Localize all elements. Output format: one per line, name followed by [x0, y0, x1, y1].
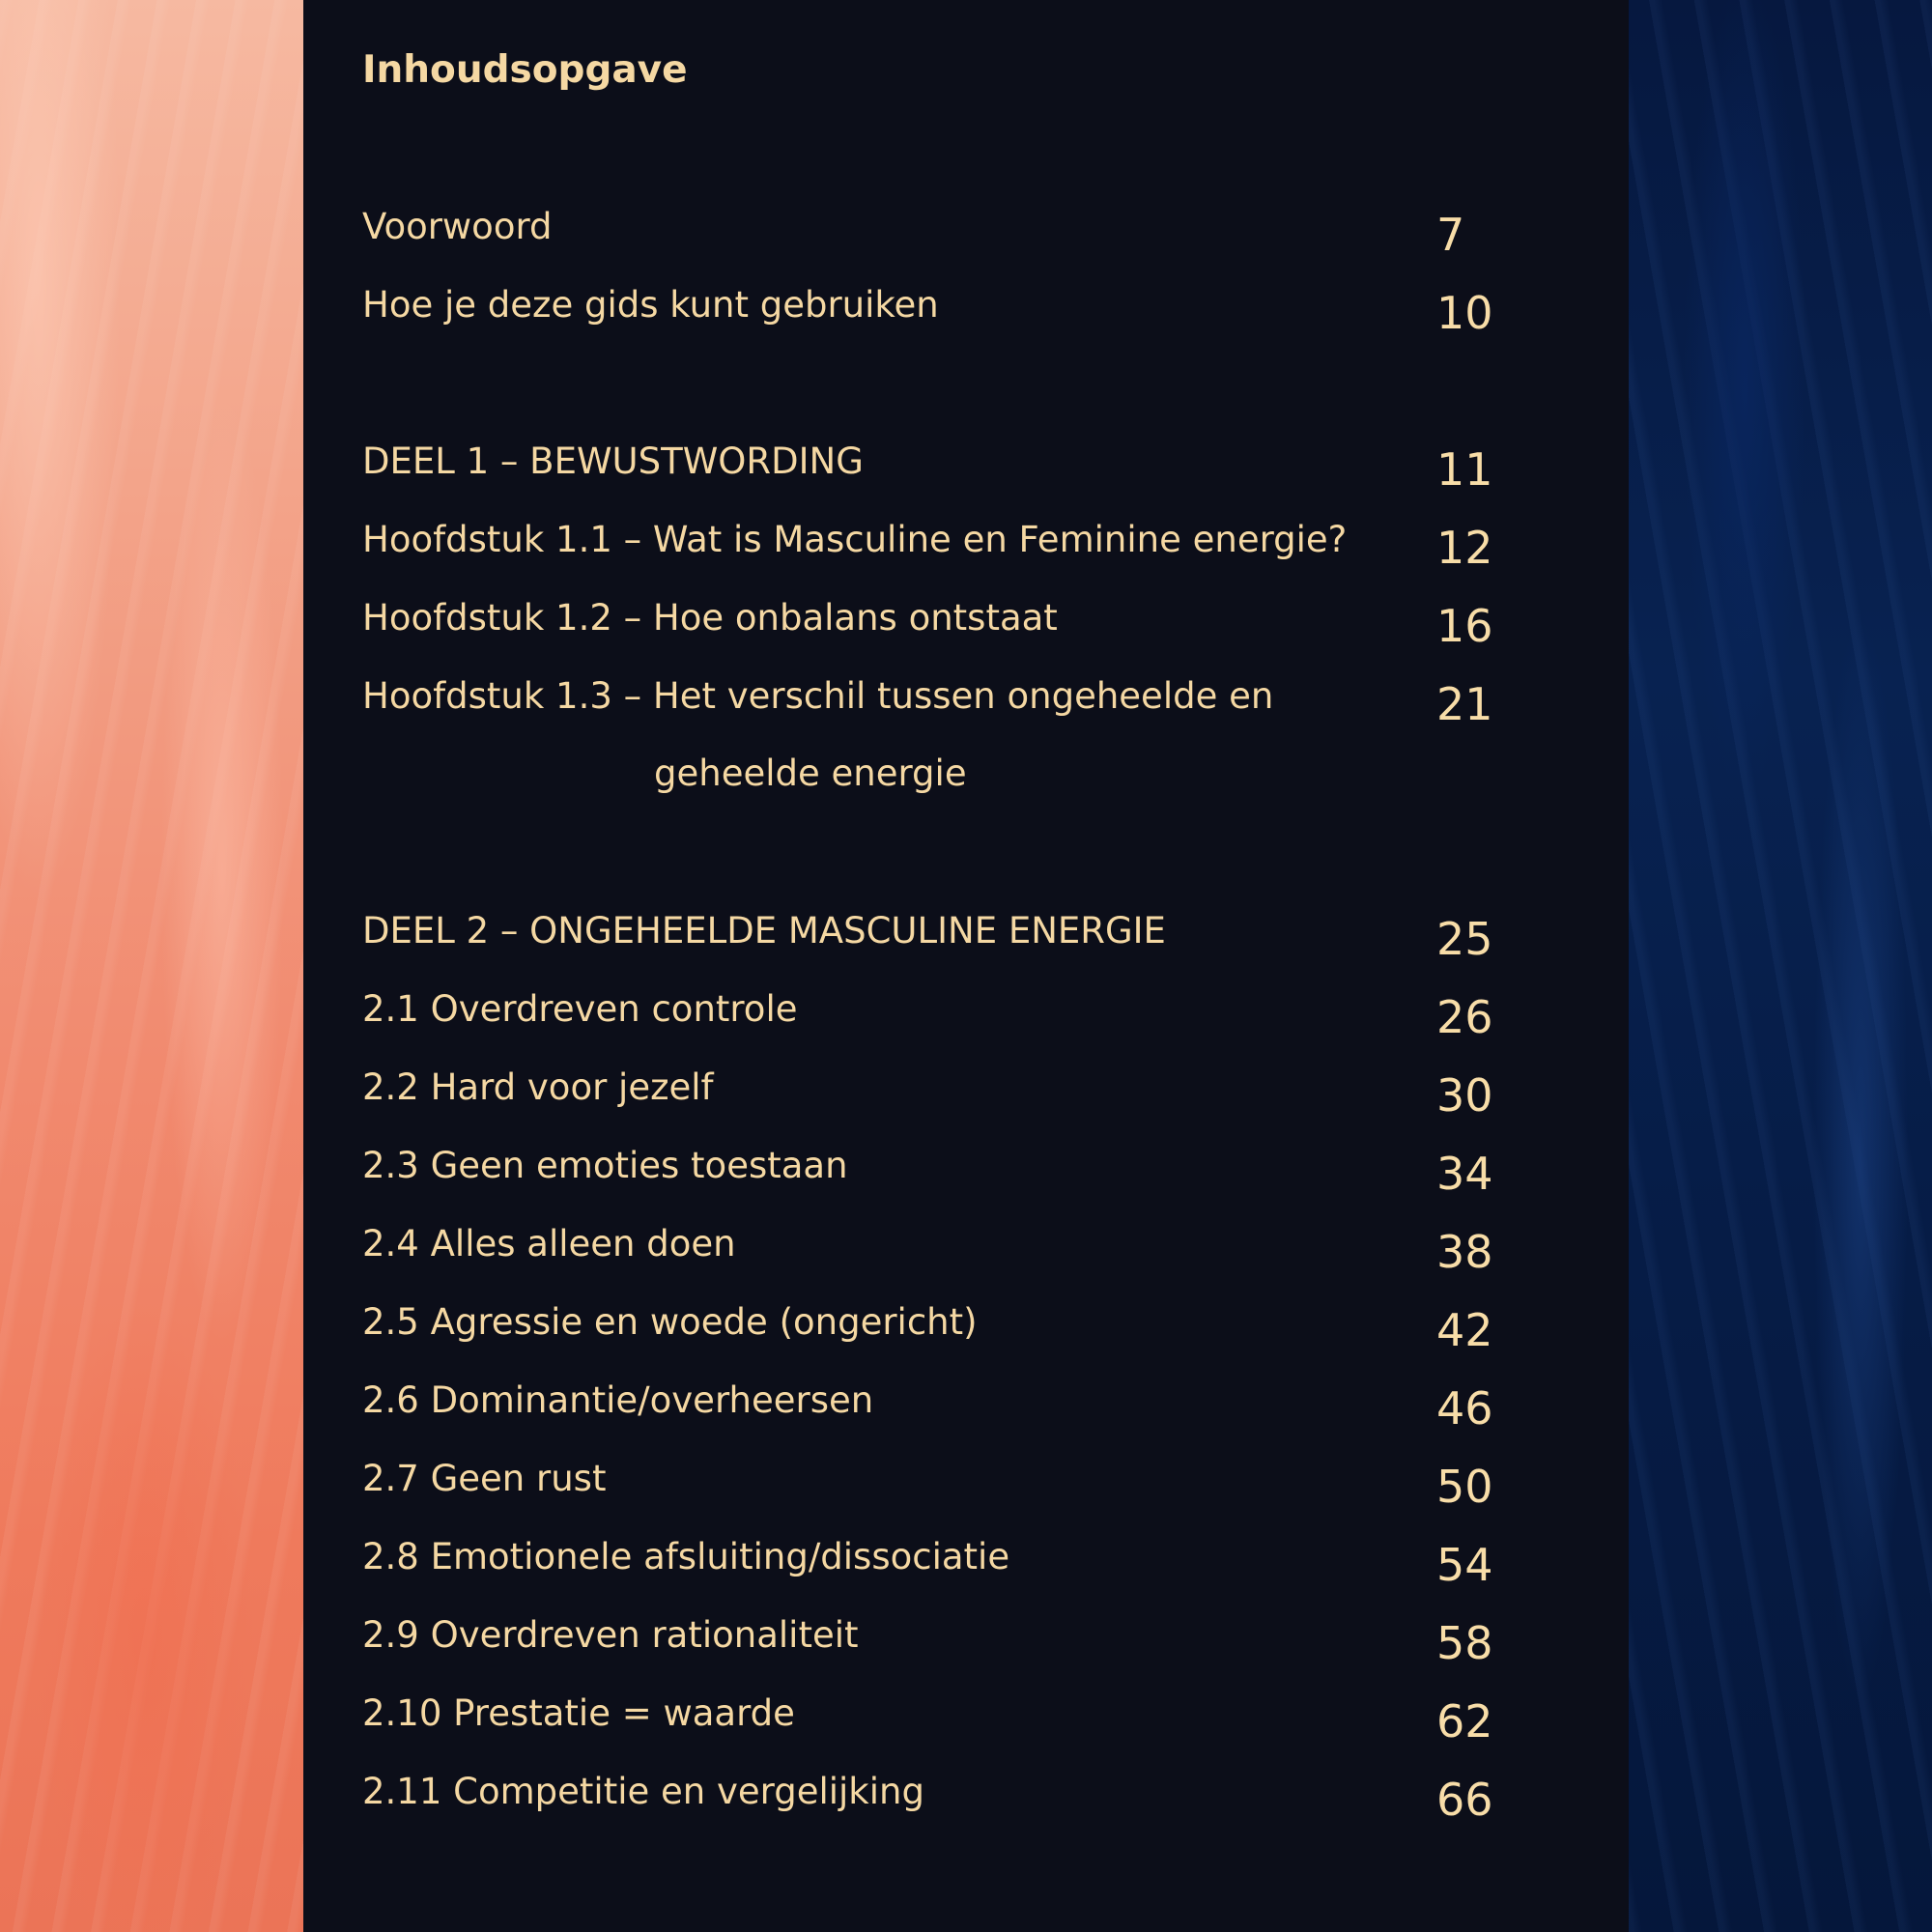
toc-entry-page: 46: [1436, 1382, 1493, 1435]
toc-entry-voorwoord: [362, 203, 1570, 280]
toc-entry-2-5: [362, 1298, 1570, 1376]
toc-entry-label-continuation: geheelde energie: [654, 753, 967, 794]
toc-entry-label: DEEL 2 – ONGEHEELDE MASCULINE ENERGIE: [362, 910, 1166, 952]
toc-entry-2-2: [362, 1064, 1570, 1141]
toc-entry-page: 58: [1436, 1617, 1493, 1669]
toc-entry-page: 38: [1436, 1226, 1493, 1278]
toc-entry-label: Hoofdstuk 1.1 – Wat is Masculine en Feminine energie?: [362, 519, 1348, 560]
toc-entry-hoofdstuk-1-3: [362, 672, 1570, 827]
toc-entry-page: 34: [1436, 1148, 1493, 1200]
toc-entry-page: 66: [1436, 1774, 1493, 1826]
toc-entry-hoofdstuk-1-2: [362, 594, 1570, 671]
toc-section-deel-2: [362, 907, 1570, 984]
toc-entry-2-1: [362, 985, 1570, 1063]
toc-entry-page: 26: [1436, 991, 1493, 1043]
toc-entry-page: 42: [1436, 1304, 1493, 1356]
toc-entry-gebruik: [362, 281, 1570, 358]
toc-entry-2-6: [362, 1377, 1570, 1454]
toc-entry-page: 16: [1436, 600, 1493, 652]
toc-entry-label: Hoofdstuk 1.3 – Het verschil tussen ongeheelde en: [362, 675, 1274, 717]
page-title: Inhoudsopgave: [362, 48, 688, 92]
toc-entry-label: Hoe je deze gids kunt gebruiken: [362, 284, 939, 326]
toc-entry-2-11: [362, 1768, 1570, 1845]
toc-entry-label: 2.6 Dominantie/overheersen: [362, 1379, 874, 1421]
toc-entry-hoofdstuk-1-1: [362, 516, 1570, 593]
toc-entry-page: 30: [1436, 1069, 1493, 1122]
toc-entry-page: 25: [1436, 913, 1493, 965]
toc-section-deel-1: [362, 438, 1570, 515]
toc-entry-label: 2.1 Overdreven controle: [362, 988, 798, 1030]
toc-entry-page: 11: [1436, 443, 1493, 496]
toc-page: [303, 0, 1629, 1932]
toc-entry-label: DEEL 1 – BEWUSTWORDING: [362, 440, 864, 482]
toc-entry-label: 2.9 Overdreven rationaliteit: [362, 1614, 859, 1656]
toc-entry-label: 2.3 Geen emoties toestaan: [362, 1145, 848, 1186]
toc-entry-label: 2.7 Geen rust: [362, 1458, 607, 1499]
toc-entry-2-3: [362, 1142, 1570, 1219]
toc-entry-2-9: [362, 1611, 1570, 1689]
toc-entry-label: Hoofdstuk 1.2 – Hoe onbalans ontstaat: [362, 597, 1058, 639]
toc-entry-page: 7: [1436, 209, 1465, 261]
toc-entry-page: 12: [1436, 522, 1493, 574]
toc-entry-label: 2.2 Hard voor jezelf: [362, 1066, 714, 1108]
toc-entry-page: 50: [1436, 1461, 1493, 1513]
toc-entry-label: 2.10 Prestatie = waarde: [362, 1692, 795, 1734]
left-decorative-panel: [0, 0, 303, 1932]
toc-entry-page: 10: [1436, 287, 1493, 339]
toc-entry-2-7: [362, 1455, 1570, 1532]
toc-entry-label: 2.11 Competitie en vergelijking: [362, 1771, 924, 1812]
toc-entry-label: 2.4 Alles alleen doen: [362, 1223, 736, 1264]
toc-entry-page: 62: [1436, 1695, 1493, 1747]
toc-entry-2-8: [362, 1533, 1570, 1610]
toc-entry-page: 21: [1436, 678, 1493, 730]
toc-entry-label: 2.8 Emotionele afsluiting/dissociatie: [362, 1536, 1010, 1577]
toc-entry-label: 2.5 Agressie en woede (ongericht): [362, 1301, 978, 1343]
toc-entry-page: 54: [1436, 1539, 1493, 1591]
toc-entry-2-4: [362, 1220, 1570, 1297]
right-decorative-panel: [1629, 0, 1932, 1932]
toc-entry-label: Voorwoord: [362, 206, 553, 247]
toc-entry-2-10: [362, 1690, 1570, 1767]
